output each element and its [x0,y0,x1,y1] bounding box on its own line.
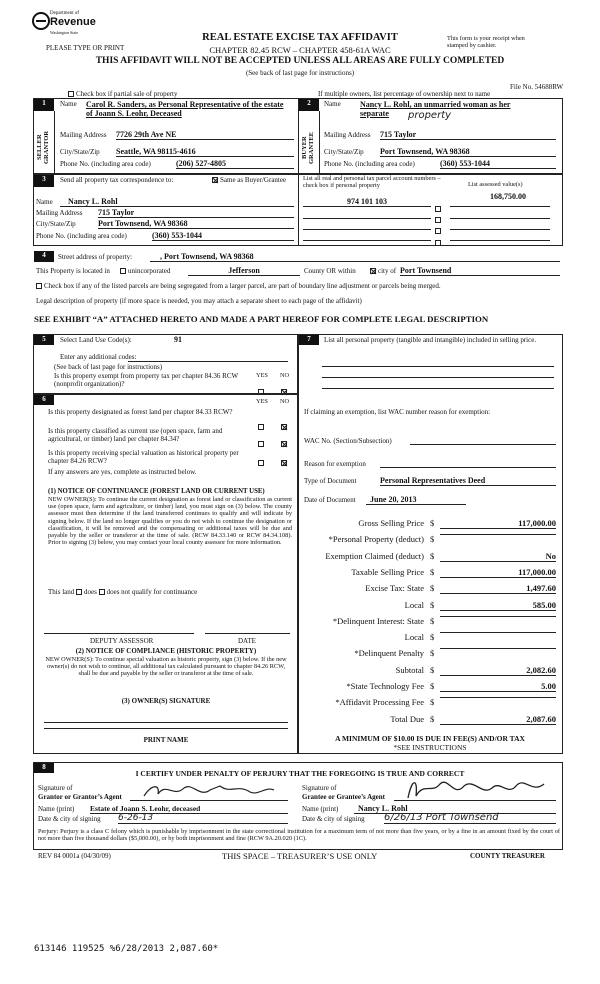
legal-description-label: Legal description of property (if more space is needed, you may attach a separate sheet to each page of the affidavit) [36,297,362,305]
land-use-label: Select Land Use Code(s): [60,336,132,344]
section-5-number: 5 [34,335,54,345]
section-6-number: 6 [34,395,54,405]
segregated[interactable] [36,282,441,290]
city-of-label: city of [378,267,397,275]
grantor-sig-of: Signature of [38,784,73,792]
tax-row-currency: $ [430,518,435,528]
tax-row-value[interactable]: 1,497.60 [440,583,556,594]
continuance-line [48,588,197,596]
same-as-buyer[interactable] [212,176,286,184]
historic-question: Is this property receiving special valuation as historical property per chapter 84.26 RCW? [48,449,239,465]
parcel-header: List all real and personal tax parcel account numbers – check box if personal property [303,175,441,190]
this-land-label: This land [48,588,75,596]
current-use-yes-checkbox[interactable] [258,433,266,451]
doc-type-label: Type of Document [304,477,357,485]
assessed-value[interactable]: 168,750.00 [490,192,526,201]
multiple-owners: If multiple owners, list percentage of ownership next to name [318,90,491,98]
deputy-assessor-label: DEPUTY ASSESSOR [90,637,154,645]
county-treasurer: COUNTY TREASURER [470,852,545,860]
tax-row-value[interactable] [440,534,556,535]
corr-mailing[interactable]: 715 Taylor [98,208,294,218]
street-address[interactable]: , Port Townsend, WA 98368 [150,252,560,262]
exemption-label: If claiming an exemption, list WAC number reason for exemption: [304,408,491,416]
treasurer-space: THIS SPACE – TREASURER’S USE ONLY [222,851,378,861]
corr-name-label: Name [36,198,53,206]
dept-line3: Washington State [50,30,79,35]
buyer-name-label: Name [324,100,341,108]
forest-question: Is this property designated as forest land per chapter 84.33 RCW? [48,408,233,416]
perjury-notice: Perjury: Perjury is a class C felony which is punishable by imprisonment in the state correctional institution for a maximum term of not more than five years, or by a fine in an amount fixed by the court of not more than five thousand dollars ($5,000.00), or by both imprisonment and fine (RCW 9A.20.020 (1C). [38,828,560,843]
buyer-mailing-label: Mailing Address [324,131,371,139]
grantor-name-label: Name (print) [38,805,75,813]
tax-row-value[interactable]: No [440,551,556,562]
forest-no-checkbox[interactable] [281,416,289,434]
tax-row-value[interactable]: 117,000.00 [440,567,556,578]
tax-row-value[interactable]: 585.00 [440,600,556,611]
tax-row-currency: $ [430,567,435,577]
does-not-label: does not qualify for continuance [106,588,198,596]
tax-row-currency: $ [430,714,435,724]
tax-row-label: Local [404,632,424,642]
buyer-mailing[interactable]: 715 Taylor [380,130,556,140]
seller-city-label: City/State/Zip [60,148,100,156]
see-back: (See back of last page for instructions) [245,69,355,77]
segregated-label: Check box if any of the listed parcels are being segregated from a larger parcel, are part of boundary line adjustment or parcels being merged. [44,282,441,290]
grantee-sig-of: Signature of [302,784,337,792]
tax-row-label: Exemption Claimed (deduct) [325,551,424,561]
city-of-checkbox[interactable] [370,268,376,274]
buyer-vertical-label: BUYER GRANTEE [301,131,315,164]
historic-no-checkbox[interactable] [281,452,289,470]
notice1-body: NEW OWNER(S): To continue the current designation as forest land or classification as current use (open space, farm and agriculture, or timber) land, you must sign on (3) below. The county assessor must then determine if the land transferred continues to qualify and will indicate by signing below. If the land no longer qualifies or you do not wish to continue the designation or classification, it will be removed and the compensating or additional taxes will be due and payable by the seller or transferor at the time of sale. (RCW 84.33.140 or RCW 84.34.108). Prior to signing (3) below, you may contact your local county assessor for more information. [48,496,292,547]
partial-sale[interactable] [68,90,177,98]
seller-mailing-label: Mailing Address [60,131,107,139]
parcel-personal-checkbox-4[interactable] [435,232,443,250]
street-label: Street address of property: [58,253,133,261]
section-2-number: 2 [299,99,319,111]
county-label: County OR within [304,267,356,275]
exhibit-line: SEE EXHIBIT “A” ATTACHED HERETO AND MADE A PART HEREOF FOR COMPLETE LEGAL DESCRIPTION [34,314,489,324]
city-of[interactable] [370,267,396,275]
exempt-question: Is this property exempt from property tax per chapter 84.36 RCW (nonprofit organization)? [54,372,238,388]
tax-row-currency: $ [430,583,435,593]
if-yes-note: If any answers are yes, complete as instructed below. [48,468,197,476]
land-use-code[interactable]: 91 [174,335,182,344]
form-revision: REV 84 0001a (04/30/09) [38,852,111,860]
file-no: File No. 54688RW [510,83,564,91]
notice2-body: NEW OWNER(S): To continue special valuation as historic property, sign (3) below. If the new owner(s) do not wish to continue, all additional tax calculated pursuant to chapter 84.26 RCW, shall be due and payable by the seller or transferor at the time of sale. [45,656,287,678]
seller-phone-label: Phone No. (including area code) [60,160,151,168]
tax-row-currency: $ [430,632,435,642]
exempt-no-label: NO [280,372,290,379]
buyer-phone[interactable]: (360) 553-1044 [440,159,556,169]
grantee-agent-label: Grantee or Grantee’s Agent [302,793,386,801]
grantor-agent-label: Grantor or Grantor’s Agent [38,793,122,801]
buyer-handwritten-note: property [408,110,452,121]
exempt-yes-label: YES [256,372,268,379]
section-4-number: 4 [34,251,54,262]
see-instructions: *SEE INSTRUCTIONS [393,743,467,752]
personal-property-label: List all personal property (tangible and intangible) included in selling price. [324,336,537,344]
tax-row-value[interactable] [440,648,556,649]
print-name-label: PRINT NAME [143,736,189,744]
receipt-note: This form is your receipt when stamped by cashier. [447,35,525,50]
corr-mailing-label: Mailing Address [36,209,83,217]
cashier-stamp: 613146 119525 %6/28/2013 2,087.60* [34,944,219,954]
form-title: REAL ESTATE EXCISE TAX AFFIDAVIT [202,32,398,43]
current-use-no-checkbox[interactable] [281,433,289,451]
same-as-buyer-checkbox[interactable] [212,177,218,183]
seller-name-label: Name [60,100,77,108]
tax-row-label: *Delinquent Penalty [354,648,424,658]
section-7-number: 7 [299,335,319,345]
tax-row-currency: $ [430,534,435,544]
grantee-date-label: Date & city of signing [302,815,365,823]
doc-type[interactable]: Personal Representatives Deed [380,476,556,486]
tax-row-currency: $ [430,600,435,610]
corr-phone[interactable]: (360) 553-1044 [152,231,294,241]
partial-sale-label: Check box if partial sale of property [76,90,178,98]
current-use-question: Is this property classified as current use (open space, farm and agricultural, or timber) land per chapter 84.34? [48,427,223,443]
tax-row-currency: $ [430,616,435,626]
tax-row-label: Taxable Selling Price [351,567,424,577]
section-3-number: 3 [34,175,54,187]
seller-city[interactable]: Seattle, WA 98115-4616 [116,147,294,157]
grantee-name-label: Name (print) [302,805,339,813]
seller-phone[interactable]: (206) 527-4805 [176,159,294,169]
forest-yes-checkbox[interactable] [258,416,266,434]
correspondence-label: Send all property tax correspondence to: [60,176,174,184]
tax-row-label: *State Technology Fee [346,681,424,691]
corr-city[interactable]: Port Townsend, WA 98368 [98,219,294,229]
s6-no-label: NO [280,398,290,405]
does-label: does [84,588,97,596]
grantee-print-name[interactable]: Nancy L. Rohl [354,804,556,814]
corr-phone-label: Phone No. (including area code) [36,232,127,240]
tax-row-currency: $ [430,665,435,675]
tax-row-label: *Personal Property (deduct) [328,534,424,544]
land-use-see-back: (See back of last page for instructions) [54,363,163,371]
tax-row-label: Local [404,600,424,610]
please-type: PLEASE TYPE OR PRINT [46,44,125,52]
segregated-checkbox[interactable] [36,283,42,289]
wac-label: WAC No. (Section/Subsection) [304,437,392,445]
corr-city-label: City/State/Zip [36,220,76,228]
tax-row-value[interactable]: 117,000.00 [440,518,556,529]
located-label: This Property is located in [36,267,110,275]
dor-logo [32,8,96,38]
doc-date-label: Date of Document [304,496,356,504]
tax-row-currency: $ [430,551,435,561]
tax-row-value[interactable]: 5.00 [440,681,556,692]
tax-row-value[interactable]: 2,087.60 [440,714,556,725]
certify-line: I CERTIFY UNDER PENALTY OF PERJURY THAT THE FOREGOING IS TRUE AND CORRECT [135,769,465,778]
tax-row-currency: $ [430,697,435,707]
section-8-number: 8 [34,763,54,773]
minimum-notice: A MINIMUM OF $10.00 IS DUE IN FEE(S) AND/OR TAX [335,734,525,743]
dept-line2: Revenue [50,16,96,28]
county-name[interactable]: Jefferson [188,266,300,276]
tax-row-label: Excise Tax: State [365,583,424,593]
tax-row-currency: $ [430,648,435,658]
does-checkbox[interactable] [76,589,82,595]
section-1-number: 1 [34,99,54,111]
tax-row-label: *Affidavit Processing Fee [335,697,424,707]
grantor-date-city[interactable]: 6-26-13 [118,813,288,824]
assessed-header: List assessed value(s) [468,181,523,188]
grantor-print-name[interactable]: Estate of Joann S. Leohr, deceased [90,804,288,814]
seller-vertical-label: SELLER GRANTOR [36,130,50,165]
form-subtitle: CHAPTER 82.45 RCW – CHAPTER 458-61A WAC [209,45,391,55]
tax-row-label: *Delinquent Interest: State [332,616,424,626]
seller-name[interactable]: Carol R. Sanders, as Personal Representative of the estate of Joann S. Leohr, Deceased [86,100,284,118]
corr-name[interactable]: Nancy L. Rohl [60,197,294,207]
grantee-signature[interactable] [404,774,554,806]
unincorporated[interactable] [120,267,170,275]
grantee-date-city[interactable]: 6/26/13 Port Townsend [384,812,556,824]
notice1-title: (1) NOTICE OF CONTINUANCE (FOREST LAND OR CURRENT USE) [48,488,265,495]
parcel-number[interactable]: 974 101 103 [303,197,431,207]
seller-mailing[interactable]: 7726 29th Ave NE [116,130,294,140]
grantor-signature[interactable] [140,780,280,806]
tax-row-value[interactable]: 2,082.60 [440,665,556,676]
tax-row-value[interactable] [440,697,556,698]
tax-row-label: Gross Selling Price [358,518,424,528]
owner-signature-label: (3) OWNER(S) SIGNATURE [121,697,211,705]
tax-row-label: Total Due [390,714,424,724]
tax-row-value[interactable] [440,632,556,633]
same-as-buyer-label: Same as Buyer/Grantee [220,176,287,184]
grantor-date-label: Date & city of signing [38,815,101,823]
tax-row-currency: $ [430,681,435,691]
partial-sale-checkbox[interactable] [68,91,74,97]
tax-row-label: Subtotal [395,665,424,675]
buyer-city[interactable]: Port Townsend, WA 98368 [380,147,556,157]
dept-line1: Department of [50,11,80,16]
reason-label: Reason for exemption [304,460,366,468]
tax-row-value[interactable] [440,616,556,617]
additional-codes-label: Enter any additional codes: [60,353,137,361]
warning-line: THIS AFFIDAVIT WILL NOT BE ACCEPTED UNLESS ALL AREAS ARE FULLY COMPLETED [95,56,505,66]
unincorporated-checkbox[interactable] [120,268,126,274]
city-name[interactable]: Port Townsend [400,266,560,276]
buyer-name[interactable]: Nancy L. Rohl, an unmarried woman as her separate [360,100,511,118]
deputy-date-label: DATE [238,637,256,645]
historic-yes-checkbox[interactable] [258,452,266,470]
unincorporated-label: unincorporated [128,267,171,275]
s6-yes-label: YES [256,398,268,405]
doc-date[interactable]: June 20, 2013 [366,495,466,505]
buyer-phone-label: Phone No. (including area code) [324,160,415,168]
buyer-city-label: City/State/Zip [324,148,364,156]
notice2-title: (2) NOTICE OF COMPLIANCE (HISTORIC PROPERTY) [75,647,257,655]
does-not-checkbox[interactable] [99,589,105,595]
